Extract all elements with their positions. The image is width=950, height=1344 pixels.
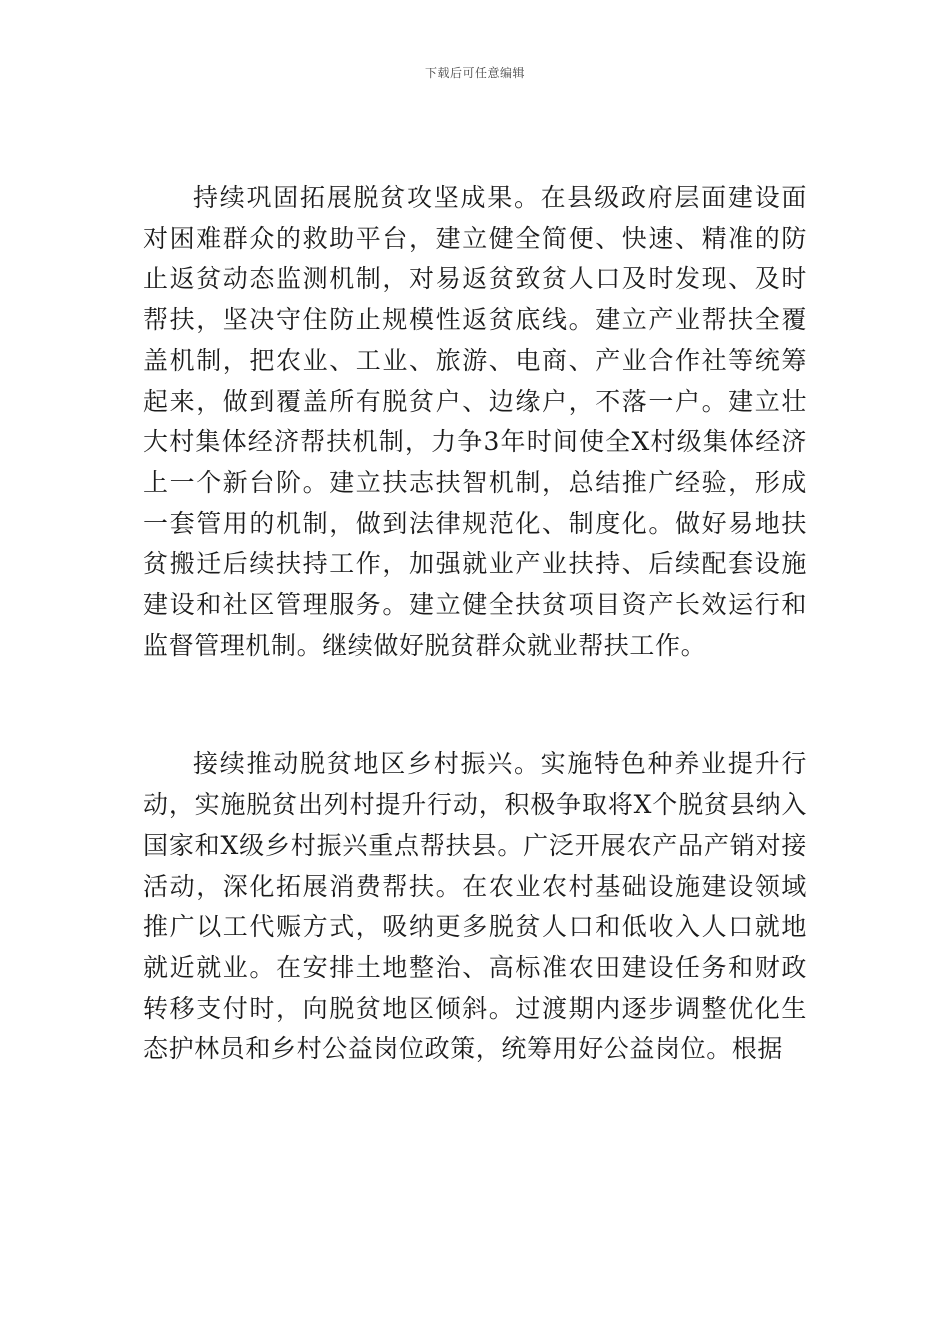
paragraph-consolidate-poverty-alleviation: 持续巩固拓展脱贫攻坚成果。在县级政府层面建设面对困难群众的救助平台，建立健全简便、快速、精准的防止返贫动态监测机制，对易返贫致贫人口及时发现、及时帮扶，坚决守住防止规模性返贫底线。建立产业帮扶全覆盖机制，把农业、工业、旅游、电商、产业合作社等统筹起来，做到覆盖所有脱贫户、边缘户，不落一户。建立壮大村集体经济帮扶机制，力争3年时间使全X村级集体经济上一个新台阶。建立扶志扶智机制，总结推广经验，形成一套管用的机制，做到法律规范化、制度化。做好易地扶贫搬迁后续扶持工作，加强就业产业扶持、后续配套设施建设和社区管理服务。建立健全扶贫项目资产长效运行和监督管理机制。继续做好脱贫群众就业帮扶工作。	[143, 183, 807, 660]
paragraph-rural-revitalization: 接续推动脱贫地区乡村振兴。实施特色种养业提升行动，实施脱贫出列村提升行动，积极争取将X个脱贫县纳入国家和X级乡村振兴重点帮扶县。广泛开展农产品产销对接活动，深化拓展消费帮扶。在农业农村基础设施建设领域推广以工代赈方式，吸纳更多脱贫人口和低收入人口就地就近就业。在安排土地整治、高标准农田建设任务和财政转移支付时，向脱贫地区倾斜。过渡期内逐步调整优化生态护林员和乡村公益岗位政策，统筹用好公益岗位。根据	[143, 749, 807, 1064]
document-body	[143, 178, 807, 1070]
page-header-note: 下载后可任意编辑	[424, 66, 525, 80]
